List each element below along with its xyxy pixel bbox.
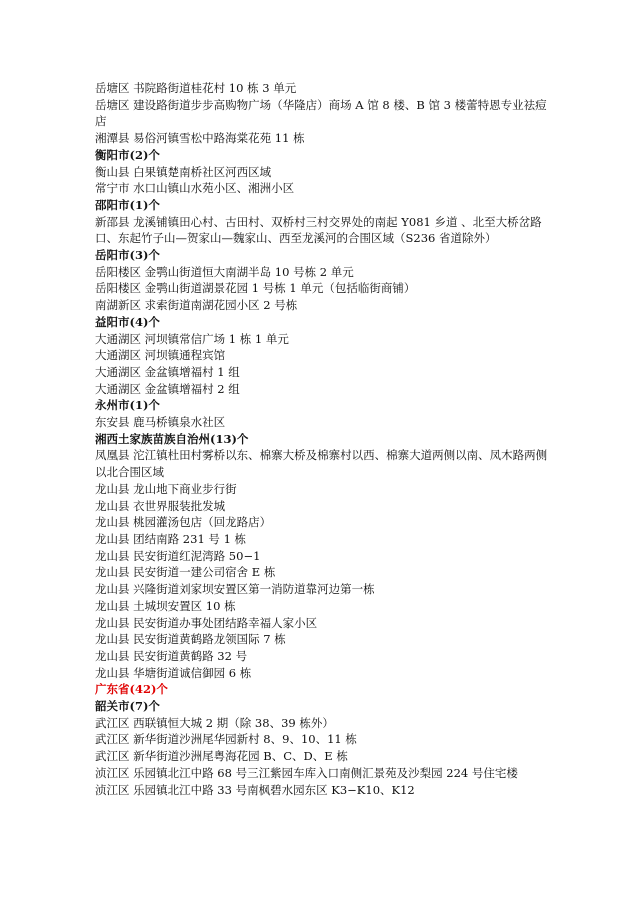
list-item: 龙山县 龙山地下商业步行街 [95,481,237,496]
list-item: 龙山县 民安街道办事处团结路幸福人家小区 [95,615,318,630]
list-item: 大通湖区 金盆镇增福村 1 组 [95,364,240,379]
province-heading: 广东省(42)个 [95,682,168,697]
list-item: 龙山县 衣世界服装批发城 [95,498,226,513]
list-item: 南湖新区 求索街道南湖花园小区 2 号栋 [95,298,298,313]
list-item: 衡山县 白果镇楚南桥社区河西区域 [95,164,272,179]
list-item: 湘潭县 易俗河镇雪松中路海棠花苑 11 栋 [95,131,305,146]
list-item: 龙山县 团结南路 231 号 1 栋 [95,531,247,546]
list-item: 大通湖区 河坝镇常信广场 1 栋 1 单元 [95,331,289,346]
list-item: 龙山县 桃园灌汤包店（回龙路店） [95,515,272,530]
list-item: 龙山县 兴隆街道刘家坝安置区第一消防道靠河边第一栋 [95,582,375,597]
list-item: 浈江区 乐园镇北江中路 33 号南枫碧水园东区 K3−K10、K12 [95,782,415,797]
list-item: 武江区 西联镇恒大城 2 期（除 38、39 栋外） [95,715,334,730]
list-item: 东安县 鹿马桥镇泉水社区 [95,415,226,430]
list-item: 大通湖区 金盆镇增福村 2 组 [95,381,240,396]
city-heading: 永州市(1)个 [95,398,160,413]
list-item: 大通湖区 河坝镇通程宾馆 [95,348,226,363]
list-item: 龙山县 民安街道黄鹤路 32 号 [95,648,248,663]
list-item: 浈江区 乐园镇北江中路 68 号三江紫园车库入口南侧汇景苑及沙梨园 224 号住宅楼 [95,765,518,780]
city-heading: 益阳市(4)个 [95,314,160,329]
list-item: 岳阳楼区 金鹗山街道湖景花园 1 号栋 1 单元（包括临街商铺） [95,281,416,296]
list-item: 龙山县 民安街道一建公司宿舍 E 栋 [95,565,276,580]
list-item: 岳塘区 建设路街道步步高购物广场（华隆店）商场 A 馆 8 楼、B 馆 3 楼蕾特恩专业祛痘店 [95,97,547,129]
city-heading: 衡阳市(2)个 [95,147,160,162]
document-page [95,80,555,798]
list-item: 岳阳楼区 金鹗山街道恒大南湖半岛 10 号栋 2 单元 [95,264,354,279]
list-item: 岳塘区 书院路街道桂花村 10 栋 3 单元 [95,81,297,95]
list-item: 武江区 新华街道沙洲尾华园新村 8、9、10、11 栋 [95,732,357,747]
list-item: 常宁市 水口山镇山水苑小区、湘洲小区 [95,181,295,196]
list-item: 龙山县 民安街道黄鹤路龙领国际 7 栋 [95,632,286,647]
list-item: 龙山县 华塘街道诚信御园 6 栋 [95,665,252,680]
list-item: 凤凰县 沱江镇杜田村雾桥以东、棉寨大桥及棉寨村以西、棉寨大道两侧以南、凤木路两侧以北合围区域 [95,448,548,480]
city-heading: 邵阳市(1)个 [95,197,160,212]
list-item: 武江区 新华街道沙洲尾粤海花园 B、C、D、E 栋 [95,749,348,764]
city-heading: 湘西土家族苗族自治州(13)个 [95,431,249,446]
city-heading: 岳阳市(3)个 [95,248,160,263]
list-item: 新邵县 龙溪铺镇田心村、古田村、双桥村三村交界处的南起 Y081 乡道 、北至大桥岔路口、东起竹子山—贺家山—魏家山、西至龙溪河的合围区域（S236 省道除外） [95,214,542,246]
city-heading: 韶关市(7)个 [95,699,160,714]
list-item: 龙山县 土城坝安置区 10 栋 [95,598,236,613]
list-item: 龙山县 民安街道红泥湾路 50−1 [95,548,261,563]
